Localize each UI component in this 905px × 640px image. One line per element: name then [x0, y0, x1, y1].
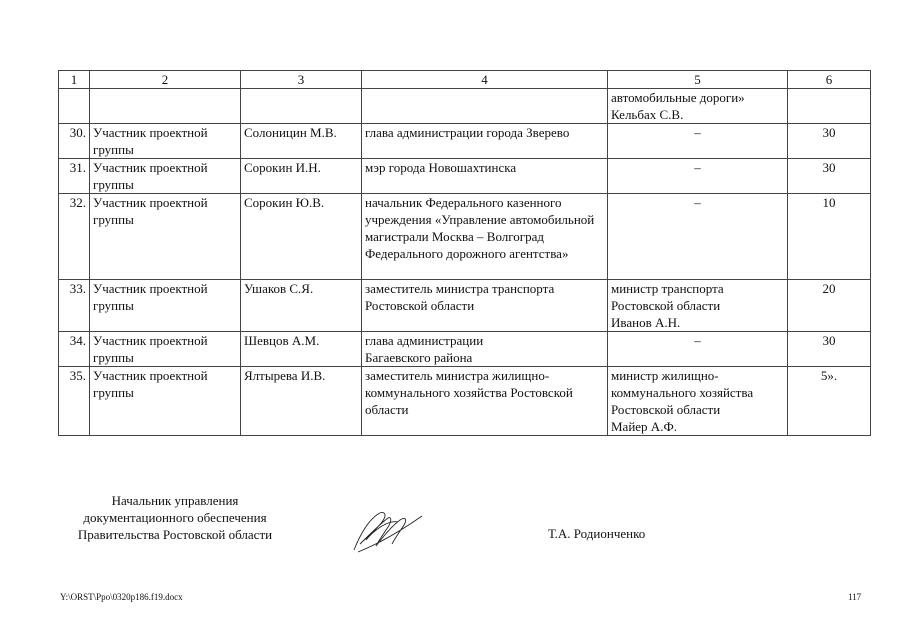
column-header: 6: [788, 71, 871, 89]
table-row: [59, 194, 871, 280]
agreed-with-cell: министр жилищно-коммунального хозяйства Ростовской области Майер А.Ф.: [608, 367, 788, 436]
position-cell: заместитель министра жилищно-коммунального хозяйства Ростовской области: [362, 367, 608, 436]
name-cell: Сорокин Ю.В.: [241, 194, 362, 280]
name-cell: Солоницин М.В.: [241, 124, 362, 159]
participants-table: [58, 70, 871, 436]
table-row: [59, 332, 871, 367]
role-cell: Участник проектной группы: [90, 124, 241, 159]
position-cell: мэр города Новошахтинска: [362, 159, 608, 194]
name-cell: Сорокин И.Н.: [241, 159, 362, 194]
row-number-cell: 35.: [59, 367, 90, 436]
agreed-with-cell: автомобильные дороги» Кельбах С.В.: [608, 89, 788, 124]
row-number-cell: [59, 89, 90, 124]
role-cell: [90, 89, 241, 124]
table-row: [59, 89, 871, 124]
agreed-with-cell: –: [608, 159, 788, 194]
position-cell: глава администрации города Зверево: [362, 124, 608, 159]
signature-title-line: документационного обеспечения: [83, 510, 267, 525]
signature-title-line: Правительства Ростовской области: [77, 527, 273, 542]
name-cell: Шевцов А.М.: [241, 332, 362, 367]
name-cell: [241, 89, 362, 124]
column-header: 5: [608, 71, 788, 89]
signature-title-line: Начальник управления: [111, 493, 239, 508]
name-cell: Ушаков С.Я.: [241, 280, 362, 332]
row-number-cell: 34.: [59, 332, 90, 367]
table-row: [59, 367, 871, 436]
column-header: 2: [90, 71, 241, 89]
share-cell: 10: [788, 194, 871, 280]
footer-page-number: 117: [848, 592, 862, 602]
name-cell: Ялтырева И.В.: [241, 367, 362, 436]
role-cell: Участник проектной группы: [90, 159, 241, 194]
share-cell: 30: [788, 124, 871, 159]
row-number-cell: 30.: [59, 124, 90, 159]
row-number-cell: 31.: [59, 159, 90, 194]
role-cell: Участник проектной группы: [90, 194, 241, 280]
position-cell: [362, 89, 608, 124]
column-header: 4: [362, 71, 608, 89]
agreed-with-cell: –: [608, 124, 788, 159]
table-row: [59, 159, 871, 194]
role-cell: Участник проектной группы: [90, 332, 241, 367]
table-row: [59, 280, 871, 332]
position-cell: заместитель министра транспорта Ростовской области: [362, 280, 608, 332]
share-cell: 5».: [788, 367, 871, 436]
share-cell: 30: [788, 159, 871, 194]
signer-name: Т.А. Родионченко: [548, 526, 646, 541]
share-cell: 30: [788, 332, 871, 367]
column-header: 3: [241, 71, 362, 89]
position-cell: глава администрации Багаевского района: [362, 332, 608, 367]
agreed-with-cell: –: [608, 332, 788, 367]
row-number-cell: 32.: [59, 194, 90, 280]
row-number-cell: 33.: [59, 280, 90, 332]
signature-title-block: [55, 492, 295, 543]
share-cell: [788, 89, 871, 124]
handwritten-signature: [348, 500, 428, 556]
agreed-with-cell: –: [608, 194, 788, 280]
role-cell: Участник проектной группы: [90, 367, 241, 436]
role-cell: Участник проектной группы: [90, 280, 241, 332]
agreed-with-cell: министр транспорта Ростовской области Иванов А.Н.: [608, 280, 788, 332]
table-row: [59, 124, 871, 159]
table-header-row: [59, 71, 871, 89]
position-cell: начальник Федерального казенного учреждения «Управление автомобильной магистрали Москва – Волгоград Федерального дорожного агентства»: [362, 194, 608, 280]
footer-file-path: Y:\ORST\Ppo\0320p186.f19.docx: [60, 592, 183, 602]
column-header: 1: [59, 71, 90, 89]
share-cell: 20: [788, 280, 871, 332]
